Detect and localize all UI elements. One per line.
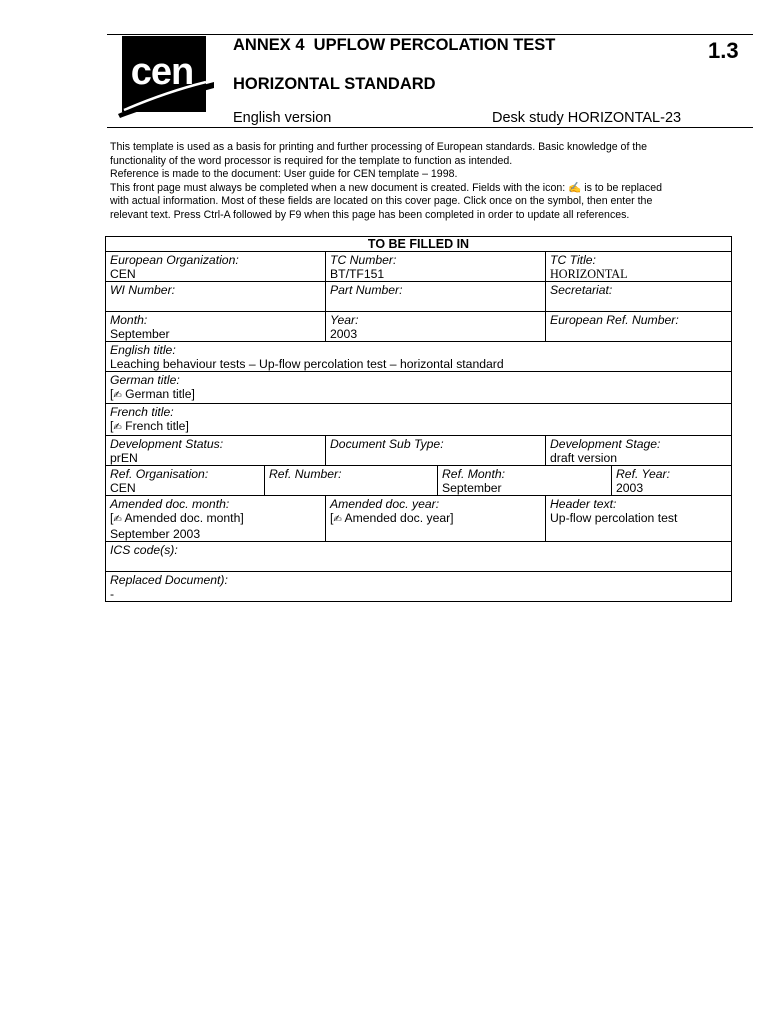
tc-number-field[interactable]: [326, 252, 546, 282]
header-bottom-rule: [107, 127, 753, 128]
field-value: [330, 451, 541, 465]
placeholder-text: French title]: [121, 419, 189, 433]
standard-subtitle: HORIZONTAL STANDARD: [233, 75, 436, 93]
instructions-paragraph: [110, 141, 735, 223]
document-sub-type-field[interactable]: [326, 436, 546, 466]
development-status-field[interactable]: [106, 436, 326, 466]
field-value: [110, 297, 321, 311]
field-label: Header text:: [550, 497, 617, 511]
pen-icon[interactable]: ✍: [113, 514, 122, 525]
field-value: September: [442, 481, 502, 495]
field-label: European Ref. Number:: [550, 313, 679, 327]
instruction-line: with actual information. Most of these fields are located on this cover page. Click once on the symbol, then enter the: [110, 195, 653, 208]
european-organization-field[interactable]: [106, 252, 326, 282]
field-value: [550, 297, 727, 311]
field-label: Ref. Number:: [269, 467, 342, 481]
field-label: Replaced Document):: [110, 573, 228, 587]
field-label: Amended doc. month:: [110, 497, 230, 511]
field-value: HORIZONTAL: [550, 267, 628, 281]
field-label: Secretariat:: [550, 283, 613, 297]
pen-icon[interactable]: ✍: [113, 422, 122, 433]
field-value: [110, 557, 727, 571]
instruction-line: Reference is made to the document: User guide for CEN template – 1998.: [110, 168, 458, 181]
field-label: Amended doc. year:: [330, 497, 440, 511]
instruction-line: functionality of the word processor is required for the template to function as intended.: [110, 154, 513, 167]
placeholder-text: Amended doc. year]: [341, 511, 454, 525]
field-label: TC Title:: [550, 253, 596, 267]
field-value: Up-flow percolation test: [550, 511, 678, 525]
german-title-field[interactable]: [106, 372, 732, 404]
field-value: prEN: [110, 451, 138, 465]
instruction-line: relevant text. Press Ctrl-A followed by F9 when this page has been completed in order to update all references.: [110, 208, 630, 221]
field-value: [550, 327, 727, 341]
field-value: [330, 511, 541, 527]
field-label: Ref. Month:: [442, 467, 505, 481]
field-value: [110, 419, 727, 435]
field-value: CEN: [110, 267, 136, 281]
field-value: [110, 511, 321, 527]
pen-icon[interactable]: ✍: [333, 514, 342, 525]
field-label: English title:: [110, 343, 176, 357]
placeholder-text: Amended doc. month]: [121, 511, 244, 525]
field-label: TC Number:: [330, 253, 397, 267]
field-label: Development Stage:: [550, 437, 661, 451]
field-label: Document Sub Type:: [330, 437, 444, 451]
language-version: English version: [233, 110, 332, 126]
instruction-line: This template is used as a basis for printing and further processing of European standards. Basic knowledge of the: [110, 141, 648, 153]
replaced-document-field[interactable]: [106, 572, 732, 602]
field-value: -: [110, 587, 115, 601]
field-label: German title:: [110, 373, 180, 387]
field-value-secondary: September 2003: [110, 527, 201, 541]
placeholder-text: German title]: [121, 387, 195, 401]
field-label: WI Number:: [110, 283, 176, 297]
field-label: Ref. Year:: [616, 467, 670, 481]
field-label: Year:: [330, 313, 359, 327]
field-label: European Organization:: [110, 253, 239, 267]
tc-title-field[interactable]: [546, 252, 732, 282]
field-label: ICS code(s):: [110, 543, 178, 557]
field-label: Ref. Organisation:: [110, 467, 209, 481]
bracket-open: [: [110, 511, 114, 525]
header-top-rule: [107, 34, 753, 35]
ics-codes-field[interactable]: [106, 542, 732, 572]
header-text-field[interactable]: [546, 496, 732, 542]
field-value: 2003: [330, 327, 358, 341]
field-value: [110, 387, 727, 403]
european-ref-number-field[interactable]: [546, 312, 732, 342]
instruction-line: This front page must always be completed when a new document is created. Fields with the icon: ✍ is to be replaced: [110, 181, 662, 194]
month-field[interactable]: [106, 312, 326, 342]
bracket-open: [: [110, 419, 114, 433]
field-value: 2003: [616, 481, 644, 495]
cover-form-table: [105, 236, 732, 602]
cen-logo: [118, 36, 214, 118]
form-banner: TO BE FILLED IN: [106, 237, 732, 252]
field-value: BT/TF151: [330, 267, 385, 281]
english-title-field[interactable]: [106, 342, 732, 372]
bracket-open: [: [330, 511, 334, 525]
wi-number-field[interactable]: [106, 282, 326, 312]
field-label: Part Number:: [330, 283, 403, 297]
ref-year-field[interactable]: [612, 466, 732, 496]
bracket-open: [: [110, 387, 114, 401]
field-value: [269, 481, 433, 495]
french-title-field[interactable]: [106, 404, 732, 436]
desk-study-reference: Desk study HORIZONTAL-23: [492, 110, 682, 126]
field-value: September: [110, 327, 170, 341]
document-number: 1.3: [708, 38, 739, 63]
field-label: Month:: [110, 313, 148, 327]
amended-doc-month-field[interactable]: [106, 496, 326, 542]
field-value: draft version: [550, 451, 618, 465]
secretariat-field[interactable]: [546, 282, 732, 312]
field-value: [330, 297, 541, 311]
ref-organisation-field[interactable]: [106, 466, 265, 496]
amended-doc-year-field[interactable]: [326, 496, 546, 542]
ref-month-field[interactable]: [438, 466, 612, 496]
logo-text: cen: [130, 51, 194, 93]
year-field[interactable]: [326, 312, 546, 342]
ref-number-field[interactable]: [265, 466, 438, 496]
field-value: Leaching behaviour tests – Up-flow percolation test – horizontal standard: [110, 357, 504, 371]
part-number-field[interactable]: [326, 282, 546, 312]
field-label: Development Status:: [110, 437, 224, 451]
annex-title: ANNEX 4 UPFLOW PERCOLATION TEST: [233, 36, 556, 54]
development-stage-field[interactable]: [546, 436, 732, 466]
field-value: CEN: [110, 481, 136, 495]
field-label: French title:: [110, 405, 174, 419]
pen-icon[interactable]: ✍: [113, 390, 122, 401]
